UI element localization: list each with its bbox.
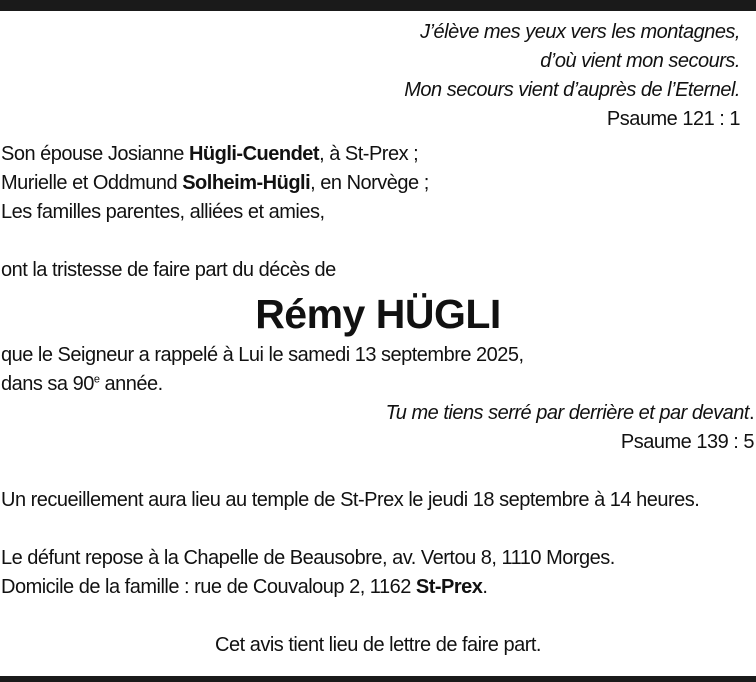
surname: Hügli-Cuendet xyxy=(188,143,320,165)
death-details xyxy=(0,341,756,399)
deceased-name: Rémy HÜGLI xyxy=(255,291,501,337)
verse-reference: Psaume 121 : 1 xyxy=(606,108,740,130)
closing-note: Cet avis tient lieu de lettre de faire part. xyxy=(215,634,541,656)
verse-reference: Psaume 139 : 5 xyxy=(620,431,754,453)
age-line: dans sa 90e année. xyxy=(1,373,163,395)
verse-line: J’élève mes yeux vers les montagnes, xyxy=(420,21,740,43)
mourners-list xyxy=(0,140,756,227)
surname: Solheim-Hügli xyxy=(182,172,311,194)
verse-line: Mon secours vient d’auprès de l’Eternel. xyxy=(404,79,740,101)
mourner-line: Les familles parentes, alliées et amies, xyxy=(1,201,325,223)
verse-line: Tu me tiens serré par derrière et par devant. xyxy=(385,402,754,424)
mourner-line: Son épouse Josianne Hügli-Cuendet, à St-Prex ; xyxy=(1,143,419,165)
mourner-line: Murielle et Oddmund Solheim-Hügli, en Norvège ; xyxy=(1,172,429,194)
death-line: que le Seigneur a rappelé à Lui le samedi 13 septembre 2025, xyxy=(1,344,524,366)
rest-info xyxy=(0,544,756,602)
closing-verse xyxy=(0,399,756,457)
opening-verse xyxy=(0,18,756,134)
top-border xyxy=(0,0,756,11)
obituary-notice xyxy=(0,18,756,660)
chapel-line: Le défunt repose à la Chapelle de Beausobre, av. Vertou 8, 1110 Morges. xyxy=(1,547,615,569)
bottom-border xyxy=(0,676,756,682)
verse-line: d’où vient mon secours. xyxy=(540,50,740,72)
home-address-line: Domicile de la famille : rue de Couvaloup 2, 1162 St-Prex. xyxy=(1,576,488,598)
ceremony-info: Un recueillement aura lieu au temple de St-Prex le jeudi 18 septembre à 14 heures. xyxy=(1,489,700,511)
announcement-text: ont la tristesse de faire part du décès de xyxy=(1,259,336,281)
